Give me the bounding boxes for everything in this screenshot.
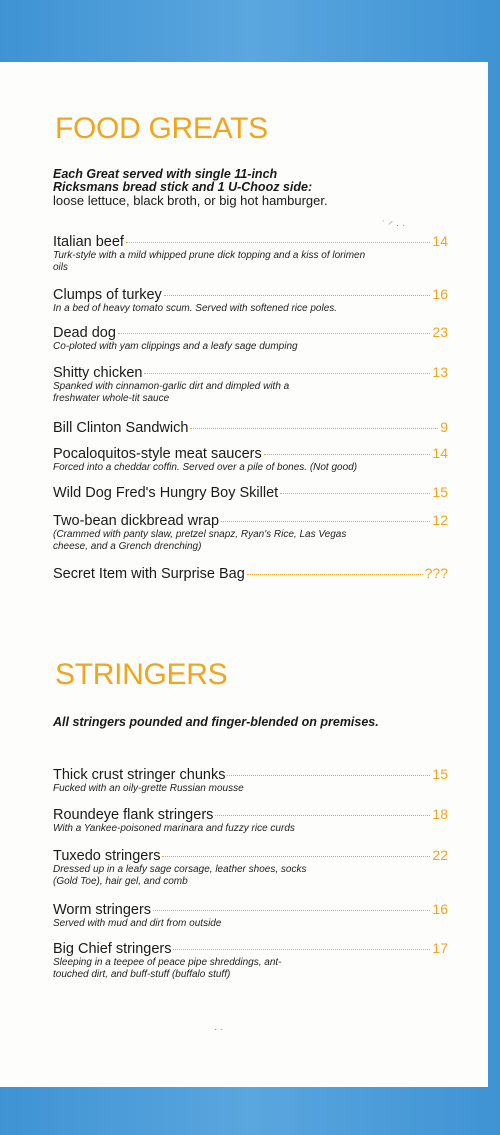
menu-item-wild-dog-freds-skillet xyxy=(53,484,448,501)
item-name: Wild Dog Fred's Hungry Boy Skillet xyxy=(53,485,279,501)
menu-item-worm-stringers xyxy=(53,901,448,930)
food-greats-intro-line1: Each Great served with single 11-inch xyxy=(53,167,278,181)
dot-leader xyxy=(227,775,430,776)
item-name: Roundeye flank stringers xyxy=(53,807,214,823)
top-blue-band xyxy=(0,0,500,62)
item-name: Italian beef xyxy=(53,234,124,250)
dot-leader xyxy=(264,454,431,455)
dot-leader xyxy=(280,493,430,494)
item-name: Dead dog xyxy=(53,325,116,341)
scan-mark: · · xyxy=(214,1024,224,1035)
item-description: Dressed up in a leafy sage corsage, leather shoes, socks (Gold Toe), hair gel, and comb xyxy=(53,864,307,887)
item-price: 18 xyxy=(432,806,448,822)
menu-item-roundeye-flank-stringers xyxy=(53,806,448,835)
item-name: Tuxedo stringers xyxy=(53,848,161,864)
dot-leader xyxy=(190,428,438,429)
item-description: Fucked with an oily-grette Russian mousse xyxy=(53,783,244,794)
item-name: Pocaloquitos-style meat saucers xyxy=(53,446,262,462)
menu-card xyxy=(0,62,488,1087)
menu-item-shitty-chicken xyxy=(53,364,448,404)
item-price: 14 xyxy=(432,445,448,461)
item-price: 12 xyxy=(432,512,448,528)
menu-item-pocaloquitos-meat-saucers xyxy=(53,445,448,474)
dot-leader xyxy=(126,242,430,243)
item-name: Clumps of turkey xyxy=(53,287,162,303)
item-price: 13 xyxy=(432,364,448,380)
menu-item-bill-clinton-sandwich xyxy=(53,419,448,436)
scan-mark: ˙ ⸍ · · xyxy=(382,220,406,231)
menu-item-dead-dog xyxy=(53,324,448,353)
dot-leader xyxy=(247,574,423,575)
dot-leader xyxy=(164,295,431,296)
item-name: Two-bean dickbread wrap xyxy=(53,513,220,529)
item-description: Turk-style with a mild whipped prune dick topping and a kiss of lorimen oils xyxy=(53,250,366,273)
food-greats-intro-line3: loose lettuce, black broth, or big hot hamburger. xyxy=(53,193,328,208)
food-greats-intro-line2: Ricksmans bread stick and 1 U-Chooz side: xyxy=(53,180,313,194)
item-description: Spanked with cinnamon-garlic dirt and dimpled with a freshwater whole-tit sauce xyxy=(53,381,290,404)
food-greats-title: FOOD GREATS xyxy=(55,112,268,145)
item-name: Bill Clinton Sandwich xyxy=(53,420,189,436)
stringers-title: STRINGERS xyxy=(55,658,228,691)
item-description: Forced into a cheddar coffin. Served over a pile of bones. (Not good) xyxy=(53,462,358,473)
item-description: Sleeping in a teepee of peace pipe shreddings, ant-touched dirt, and buff-stuff (buffalo stuff) xyxy=(53,957,282,980)
stringers-intro: All stringers pounded and finger-blended on premises. xyxy=(53,715,379,729)
menu-item-thick-crust-stringer-chunks xyxy=(53,766,448,795)
item-name: Worm stringers xyxy=(53,902,152,918)
dot-leader xyxy=(162,856,430,857)
menu-item-clumps-of-turkey xyxy=(53,286,448,315)
item-price: 15 xyxy=(432,484,448,500)
menu-item-secret-item xyxy=(53,565,448,582)
menu-item-tuxedo-stringers xyxy=(53,847,448,887)
item-name: Secret Item with Surprise Bag xyxy=(53,566,245,582)
dot-leader xyxy=(215,815,430,816)
menu-item-big-chief-stringers xyxy=(53,940,448,980)
item-price: 17 xyxy=(432,940,448,956)
item-name: Big Chief stringers xyxy=(53,941,172,957)
dot-leader xyxy=(173,949,430,950)
item-name: Thick crust stringer chunks xyxy=(53,767,226,783)
item-description: Served with mud and dirt from outside xyxy=(53,918,222,929)
item-price: 23 xyxy=(432,324,448,340)
item-price: 15 xyxy=(432,766,448,782)
item-description: (Crammed with panty slaw, pretzel snapz, Ryan's Rice, Las Vegas cheese, and a Grench drenching) xyxy=(53,529,347,552)
dot-leader xyxy=(221,521,430,522)
item-name: Shitty chicken xyxy=(53,365,143,381)
item-description: Co-ploted with yam clippings and a leafy sage dumping xyxy=(53,341,298,352)
item-price: ??? xyxy=(424,565,448,581)
item-description: With a Yankee-poisoned marinara and fuzzy rice curds xyxy=(53,823,295,834)
item-description: In a bed of heavy tomato scum. Served with softened rice poles. xyxy=(53,303,338,314)
dot-leader xyxy=(144,373,430,374)
item-price: 14 xyxy=(432,233,448,249)
item-price: 22 xyxy=(432,847,448,863)
item-price: 16 xyxy=(432,286,448,302)
dot-leader xyxy=(153,910,430,911)
item-price: 9 xyxy=(440,419,448,435)
bottom-blue-band xyxy=(0,1087,500,1135)
food-greats-intro xyxy=(53,168,453,207)
item-price: 16 xyxy=(432,901,448,917)
dot-leader xyxy=(118,333,431,334)
menu-item-italian-beef xyxy=(53,233,448,273)
menu-item-two-bean-dickbread-wrap xyxy=(53,512,448,552)
